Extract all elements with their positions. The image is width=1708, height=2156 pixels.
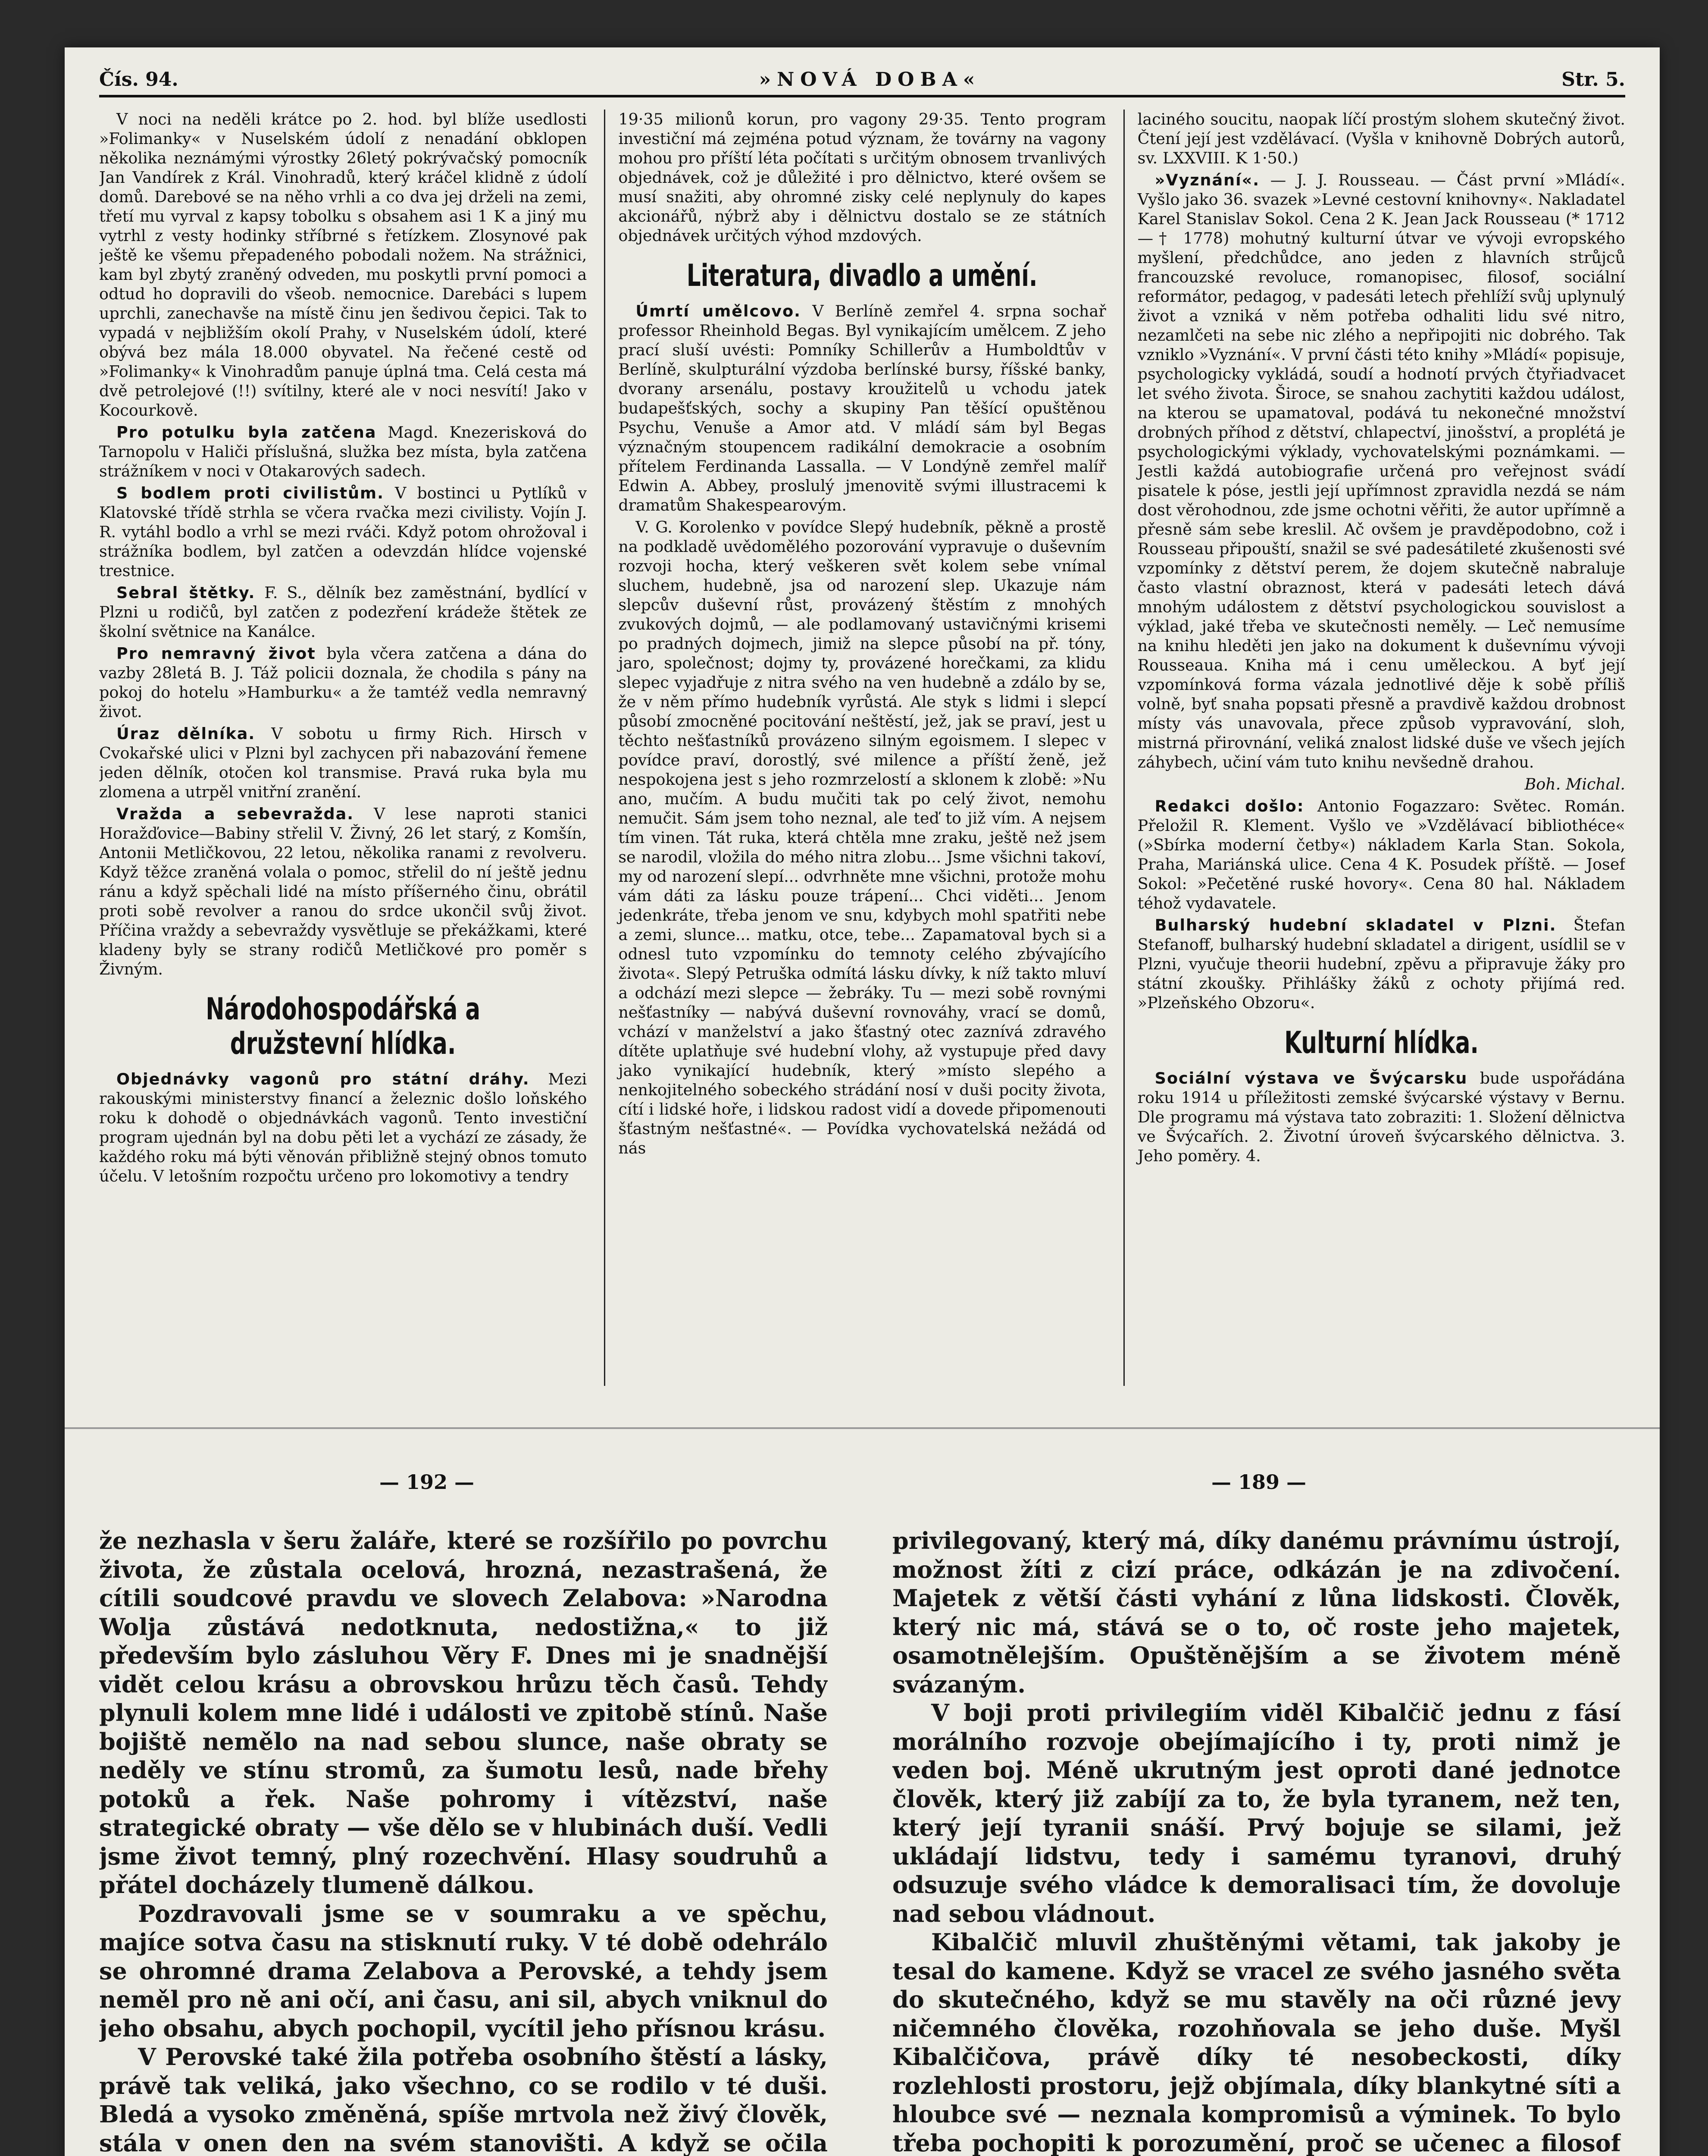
article-korolenko: V. G. Korolenko v povídce Slepý hudebník, pěkně a prostě na podkladě uvědomělého pozorování vypravuje o duševním rozvoji hocha, který veškeren svět kolem sebe vnímal sluchem, hudebně, jsa od narození slep. Ukazuje nám slepcův duševní růst, provázený štěstím z mnohých zvukových dojmů, — ale podlamovaný ustavičnými krisemi po pradných dojmech, jimiž na slepce působí na př. tóny, jaro, společnost; dojmy ty, provázené horečkami, za klidu slepec vyjadřuje z nitra svého na ven hudebně a zdálo by se, že v něm přímo hudebník vyrůstá. Ale styk s lidmi i slepcí působí zmocněné pocitování neštěstí, jež, jak se praví, jest u těchto nešťastníků provázeno silným egoismem. I slepec v povídce praví, dorostlý, své milence a příští ženě, jež nespokojena jest s jeho rozmrzelostí a sklonem k zlobě: »Nu ano, mučím. A budu mučiti tak po celý život, nemohu nemučit. Sám jsem toho neznal, ale teď to již vím. A nejsem tím vinen. Tát ruka, která chtěla mne zraku, ještě než jsem se narodil, vložila do mého nitra zlobu... Jsme všichni takoví, my od narození slepí... odvrhněte mne všichni, protože mohu vám dáti za lásku pouze trápení... Chci viděti... Jenom jedenkráte, třeba jenom ve snu, kdybych mohl spatřiti nebe a zemi, slunce... matku, otce, tebe... Zapamatoval bych si a odnesl tuto vzpomínku do temnoty celého zbývajícího života«. Slepý Petruška odmítá lásku dívky, k níž takto mluví a odchází mezi slepce — žebráky. Tu — mezi sobě rovnými nešťastníky — nabývá duševní rovnováhy, vrací se domů, vchází v manželství a jako šťastný otec zaznívá zdravého dítěte uplatňuje své hudební vlohy, až vystupuje před davy jako vynikající hudebník, který »místo slepého a nenkojitelného sobeckého strádání nosí v duši pocity života, cítí i lidské hoře, i lidskou radost vidí a dovede připomenouti šťastným nešťastné«. — Povídka vychovatelská nežádá od nás	[618, 518, 1106, 1157]
book-supplement	[99, 1470, 1625, 2156]
article-vrazda: Vražda a sebevražda. V lese naproti stanici Horažďovice—Babiny střelil V. Živný, 26 let starý, z Komšín, Antonii Metličkovou, 22 letou, několika ranami z revolveru. Když těžce zraněná volala o pomoc, střelil do ní ještě jednu ránu a když spěchali lidé na místo příšerného činu, obrátil proti sobě revolver a ranou do srdce ukončil svůj život. Příčina vraždy a sebevraždy vysvětluje se překážkami, které kladeny byly se strany rodičů Metličkové pro poměr s Živným.	[99, 805, 587, 978]
book-paragraph: V Perovské také žila potřeba osobního štěstí a lásky, právě tak veliká, jako všechno, co se rodilo v té duši. Bledá a vysoko změněná, spíše mrtvola než živý člověk, stála v onen den na svém stanovišti. A když se očila	[99, 2043, 828, 2156]
section-title-culture: Kulturní hlídka.	[1284, 1025, 1479, 1060]
newspaper-page	[99, 65, 1625, 1401]
article-heading: Bulharský hudební skladatel v Plzni.	[1154, 916, 1557, 934]
article-uraz: Úraz dělníka. V sobotu u firmy Rich. Hirsch v Cvokařské ulici v Plzni byl zachycen při nabazování řemene jeden dělník, otočen kol transmise. Pravá ruka byla mu zlomena a utrpěl vnitřní zranění.	[99, 724, 587, 801]
masthead	[99, 65, 1625, 97]
article-bodlo: S bodlem proti civilistům. V bostinci u Pytlíků v Klatovské třídě strhla se včera rvačka mezi civilisty. Vojín J. R. vytáhl bodlo a vrhl se mezi rváči. Když potom ohrožoval i strážníka bodlem, byl zatčen a odevzdán hlídce vojenské trestnice.	[99, 484, 587, 580]
book-paragraph: privilegovaný, který má, díky danému právnímu ústrojí, možnost žíti z cizí práce, odkázán je na zdivočení. Majetek z větší části vyhání z lůna lidskosti. Člověk, který nic má, stává se o to, oč roste jeho majetek, osamotnělejším. Opuštěnějším a se životem méně svázaným.	[892, 1527, 1621, 1698]
book-paragraph: že nezhasla v šeru žaláře, které se rozšířilo po povrchu života, že zůstala ocelová, hrozná, nezastrašená, že cítili soudcové pravdu ve slovech Zelabova: »Narodna Wolja zůstává nedotknuta, nedostižna,« to již především bylo zásluhou Věry F. Dnes mi je snadnější vidět celou krásu a obrovskou hrůzu těch časů. Tehdy plynuli kolem mne lidé i události ve zpitobě stínů. Naše bojiště nemělo na nad sebou slunce, naše obraty se neděly ve stínu stromů, za šumotu lesů, nade břehy potoků a řek. Naše pohromy i vítězství, naše strategické obraty — vše dělo se v hlubinách duší. Vedli jsme život temný, plný rozechvění. Hlasy soudruhů a přátel docházely tlumeně dálkou.	[99, 1527, 828, 1899]
article-heading: Objednávky vagonů pro státní dráhy.	[116, 1070, 530, 1088]
column-1	[99, 110, 587, 1386]
article-heading: Sebral štětky.	[116, 583, 256, 602]
article-heading: S bodlem proti civilistům.	[116, 484, 384, 502]
section-title-literature: Literatura, divadlo a umění.	[687, 258, 1038, 293]
book-paragraph: Pozdravovali jsme se v soumraku a ve spěchu, majíce sotva času na stisknutí ruky. V té době odehrálo se ohromné drama Zelabova a Perovské, a tehdy jsem neměl pro ně ani očí, ani času, ani sil, abych vniknul do jeho obsahu, abych pochopil, vycítil jeho přísnou krásu.	[99, 1899, 828, 2042]
book-page-number-left: — 192 —	[379, 1470, 475, 1494]
article-heading: Sociální výstava ve Švýcarsku	[1154, 1069, 1468, 1087]
article-heading: Pro potulku byla zatčena	[116, 423, 377, 442]
book-column-left	[99, 1526, 828, 2156]
article-heading: Úmrtí umělcovo.	[635, 302, 801, 320]
article-folimanky: V noci na neděli krátce po 2. hod. byl blíže usedlosti »Folimanky« v Nuselském údolí z nenadání obklopen několika neznámými výrostky 26letý pokrývačský pomocník Jan Vandírek z Král. Vinohradů, který kráčel klidně z údolí domů. Darebové se na něho vrhli a co dva jej drželi na zemi, třetí mu vyrval z kapsy tobolku s obsahem asi 1 K a jiný mu vytrhl z vesty hodinky stříbrné s řetízkem. Zlosynové pak ještě ke všemu přepadeného pobodali nožem. Na strážnici, kam byl zbytý zraněný odveden, mu poskytli první pomoci a odtud ho dopravili do všeob. nemocnice. Darebáci s lupem uprchli, zanechavše na místě činu jen šedivou čepici. Tak to vypadá v nejbližším okolí Prahy, v Nuselském údolí, které obývá bez mála 18.000 obyvatel. Na řečené cestě od »Folimanky« k Vinohradům panuje úplná tma. Celá cesta má dvě petrolejové (!!) svítilny, které ale v noci nesvítí! Jako v Kocourkově.	[99, 110, 587, 420]
article-heading: Redakci došlo:	[1154, 797, 1304, 815]
fold-line	[65, 1427, 1660, 1429]
article-vyznani: »Vyznání«. — J. J. Rousseau. — Část první »Mládí«. Vyšlo jako 36. svazek »Levné cestovní knihovny«. Nakladatel Karel Stanislav Sokol. Cena 2 K. Jean Jack Rousseau (* 1712—† 1778) mohutný kulturní útvar ve vývoji evropského myšlení, předchůdce, ano jeden z hlavních strůjců francouzské revoluce, romanopisec, filosof, sociální reformátor, pedagog, v padesáti letech přehlíží svůj uplynulý život a vzniká v něm potřeba odhaliti lidu své nitro, nezamlčeti na sebe nic zlého a nepřipojiti nic dobrého. Tak vzniklo »Vyznání«. V první části této knihy »Mládí« popisuje, psychologicky vykládá, soudí a hodnotí prvých čtyřiadvacet let svého života. Široce, se snahou zachytiti každou událost, na kterou se upamatoval, podává tu nekonečné množství drobných příhod z dětství, chlapectví, jinošství, a proplétá je psychologickými výklady, vychovatelskými poznámkami. — Jestli každá autobiografie určená pro veřejnost svádí pisatele k póse, jestli její upřímnost zpravidla nezdá se nám dost věrohodnou, zde jsme ochotni věřiti, že autor upřímně a přesně sám sebe kreslil. Ač ovšem je pravděpodobno, což i Rousseau připouští, snažil se své padesátileté zkušenosti své vzpomínky z dětství perem, že dojem skutečně nabraluje často vlastní obraznost, která v padesáti letech dává mnohým událostem z dětství psychologickou souvislost a výklad, jaké třeba ve skutečnosti neměly. — Leč nemusíme na knihu hleděti jen jako na dokument k duševnímu vývoji Rousseaua. Kniha má i cenu uměleckou. A byť její vzpomínková forma vázala jednotlivé děje k sobě příliš volně, byť snaha popsati přesně a pravdivě každou drobnost místy vás unavovala, přece způsob vypravování, sloh, mistrná přirovnání, veliká znalost lidské duše ve všech jejích záhybech, učiní vám tuto knihu nevšedně drahou.	[1137, 171, 1625, 771]
article-vagony: Objednávky vagonů pro státní dráhy. Mezi rakouskými ministerstvy financí a železnic došlo loňského roku k dohodě o objednávkách vagonů. Tento investiční program ujednán byl na dobu pěti let a vychází ze zásady, že každého roku má býti věnován přibližně stejný obnos tomuto účelu. V letošním rozpočtu určeno pro lokomotivy a tendry	[99, 1070, 587, 1185]
article-korolenko-cont: laciného soucitu, naopak líčí prostým slohem skutečný život. Čtení její jest vzdělávací. (Vyšla v knihovně Dobrých autorů, sv. LXXVIII. K 1·50.)	[1137, 110, 1625, 167]
book-paragraph: V boji proti privilegiím viděl Kibalčič jednu z fásí morálního rozvoje obejímajícího i ty, proti nimž je veden boj. Méně ukrutným jest oproti dané jednotce člověk, který již zabíjí za to, že byla tyranem, než ten, který její tyranii snáší. Prvý bojuje se silami, jež ukládají lidstvu, tedy i samému tyranovi, druhý odsuzuje svého vládce k demoralisaci tím, že dovoluje nad sebou vládnout.	[892, 1699, 1621, 1927]
article-potulka: Pro potulku byla zatčena Magd. Knezerisková do Tarnopolu v Haliči příslušná, služka bez místa, byla zatčena strážníkem v noci v Otakarových sadech.	[99, 423, 587, 480]
article-umrti: Úmrtí umělcovo. V Berlíně zemřel 4. srpna sochař professor Rheinhold Begas. Byl vynikajícím umělcem. Z jeho prací sluší uvésti: Pomníky Schillerův a Humboldtův v Berlíně, skulpturální výzdoba berlínské bursy, říšské banky, dvorany arsenálu, postavy kroužitelů u vchodu jatek budapešťských, sochy a skupiny Pan těšící opuštěnou Psychu, Venuše a Amor atd. V mládí sám byl Begas význačným stoupencem radikální demokracie a osobním přítelem Ferdinanda Lassalla. — V Londýně zemřel malíř Edwin A. Abbey, proslulý jmenovitě svými illustracemi k dramatům Shakespearovým.	[618, 302, 1106, 514]
article-heading: Pro nemravný život	[116, 644, 316, 663]
article-bulharsky-skladatel: Bulharský hudební skladatel v Plzni. Štefan Stefanoff, bulharský hudební skladatel a dirigent, usídlil se v Plzni, vyučuje theorii hudební, zpěvu a připravuje žáky pro státní zkoušky. Přihlášky žáků z ochoty přijímá red. »Plzeňského Obzoru«.	[1137, 916, 1625, 1012]
book-paragraph: Kibalčič mluvil zhuštěnými větami, tak jakoby je tesal do kamene. Když se vracel ze svého jasného světa do skutečného, když se mu stavěly na oči různé jevy ničemného člověka, rozohňovala se jeho duše. Myšl Kibalčičova, právě díky té nesobeckosti, díky rozlehlosti prostoru, jejž objímala, díky blankytné síti a hloubce své — neznala kompromisů a výminek. To bylo třeba pochopiti k porozumění, proč se učenec a filosof	[892, 1928, 1621, 2156]
article-socialni-vystava: Sociální výstava ve Švýcarsku bude uspořádána roku 1914 u příležitosti zemské švýcarské výstavy v Bernu. Dle programu má výstava tato zobraziti: 1. Složení dělnictva ve Švýcařích. 2. Životní úroveň švýcarského dělnictva. 3. Jeho poměry. 4.	[1137, 1069, 1625, 1165]
article-heading: Úraz dělníka.	[116, 724, 256, 743]
article-heading: Vražda a sebevražda.	[116, 805, 354, 823]
newspaper-title: »NOVÁ DOBA«	[759, 69, 981, 91]
article-stetky: Sebral štětky. F. S., dělník bez zaměstnání, bydlící v Plzni u rodičů, byl zatčen z podezření krádeže štětek ze školní světnice na Kanálce.	[99, 583, 587, 641]
article-redakci-doslo: Redakci došlo: Antonio Fogazzaro: Světec. Román. Přeložil R. Klement. Vyšlo ve »Vzdělávací bibliothéce« (»Sbírka moderní četby«) nákladem Karla Stan. Sokola, Praha, Mariánská ulice. Cena 4 K. Posudek příště. — Josef Sokol: »Pečetěné ruské hovory«. Cena 80 hal. Nákladem téhož vydavatele.	[1137, 797, 1625, 912]
author-signature: Boh. Michal.	[1524, 775, 1625, 793]
column-2	[604, 110, 1106, 1386]
article-heading: »Vyznání«.	[1154, 171, 1260, 189]
scanned-page	[65, 47, 1660, 2156]
book-column-right	[892, 1526, 1621, 2156]
page-number: Str. 5.	[1561, 69, 1625, 91]
section-title-economy: Národohospodářská a družstevní hlídka.	[206, 991, 481, 1061]
issue-number: Čís. 94.	[99, 69, 178, 91]
article-nemravny-zivot: Pro nemravný život byla včera zatčena a dána do vazby 28letá B. J. Táž policii doznala, že chodila s pány na pokoj do hotelu »Hamburku« a že tamtéž vedla nemravný život.	[99, 644, 587, 721]
article-vagony-cont: 19·35 milionů korun, pro vagony 29·35. Tento program investiční má zejména potud význam, že továrny na vagony mohou pro příští léta počítati s určitým obnosem trvanlivých objednávek, což je důležité i pro dělnictvo, které ovšem se musí snažiti, aby ohromné zisky celé neplynuly do kapes akcionářů, nýbrž aby i dělnictvu dostalo se ze státních objednávek určitých výhod mzdových.	[618, 110, 1106, 245]
book-page-number-right: — 189 —	[1211, 1470, 1307, 1494]
column-3	[1123, 110, 1625, 1386]
